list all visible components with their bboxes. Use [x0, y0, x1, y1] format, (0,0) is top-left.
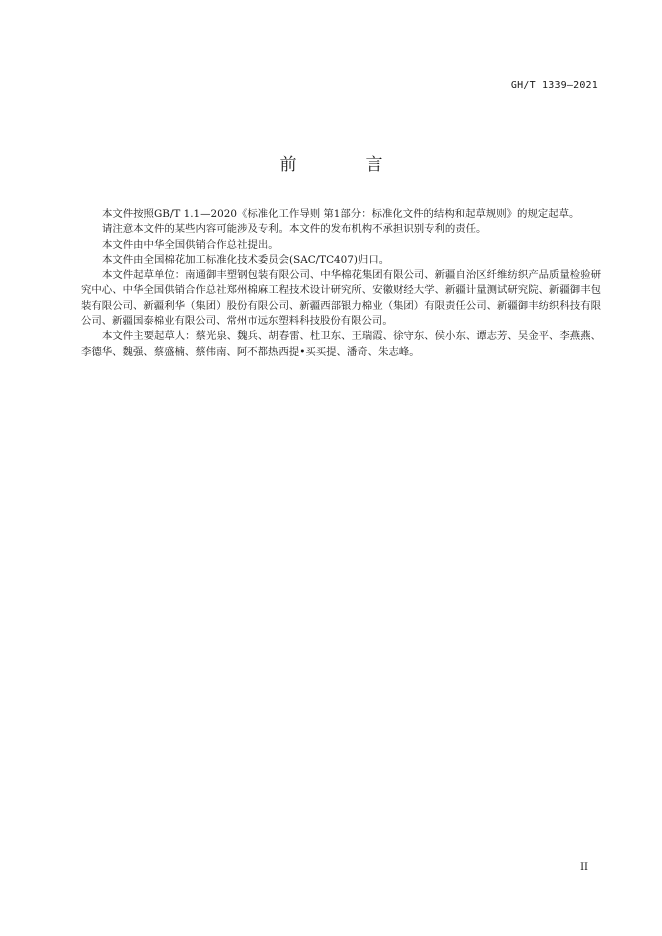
foreword-body	[81, 207, 601, 360]
page-number: II	[580, 862, 588, 873]
paragraph-drafting-units: 本文件起草单位：南通御丰塑钢包装有限公司、中华棉花集团有限公司、新疆自治区纤维纺织产品质量检验研究中心、中华全国供销合作总社郑州棉麻工程技术设计研究所、安徽财经大学、新疆计量测试研究院、新疆御丰包装有限公司、新疆利华（集团）股份有限公司、新疆西部银力棉业（集团）有限责任公司、新疆御丰纺织科技有限公司、新疆国泰棉业有限公司、常州市远东塑料科技股份有限公司。	[81, 269, 601, 328]
paragraph-drafters: 本文件主要起草人：蔡光泉、魏兵、胡春雷、杜卫东、王瑞霞、徐守东、侯小东、谭志芳、吴金平、李燕燕、李德华、魏强、蔡盛楠、蔡伟南、阿不都热西提•买买提、潘奇、朱志峰。	[81, 330, 601, 358]
paragraph-committee: 本文件由全国棉花加工标准化技术委员会(SAC/TC407)归口。	[102, 253, 390, 266]
page-title: 前 言	[279, 155, 409, 175]
document-code: GH/T 1339—2021	[510, 80, 598, 91]
paragraph-patent-notice: 请注意本文件的某些内容可能涉及专利。本文件的发布机构不承担识别专利的责任。	[102, 223, 487, 236]
paragraph-drafting-rules: 本文件按照GB/T 1.1—2020《标准化工作导则 第1部分：标准化文件的结构和起草规则》的规定起草。	[102, 208, 580, 220]
paragraph-proposer: 本文件由中华全国供销合作总社提出。	[102, 238, 279, 251]
